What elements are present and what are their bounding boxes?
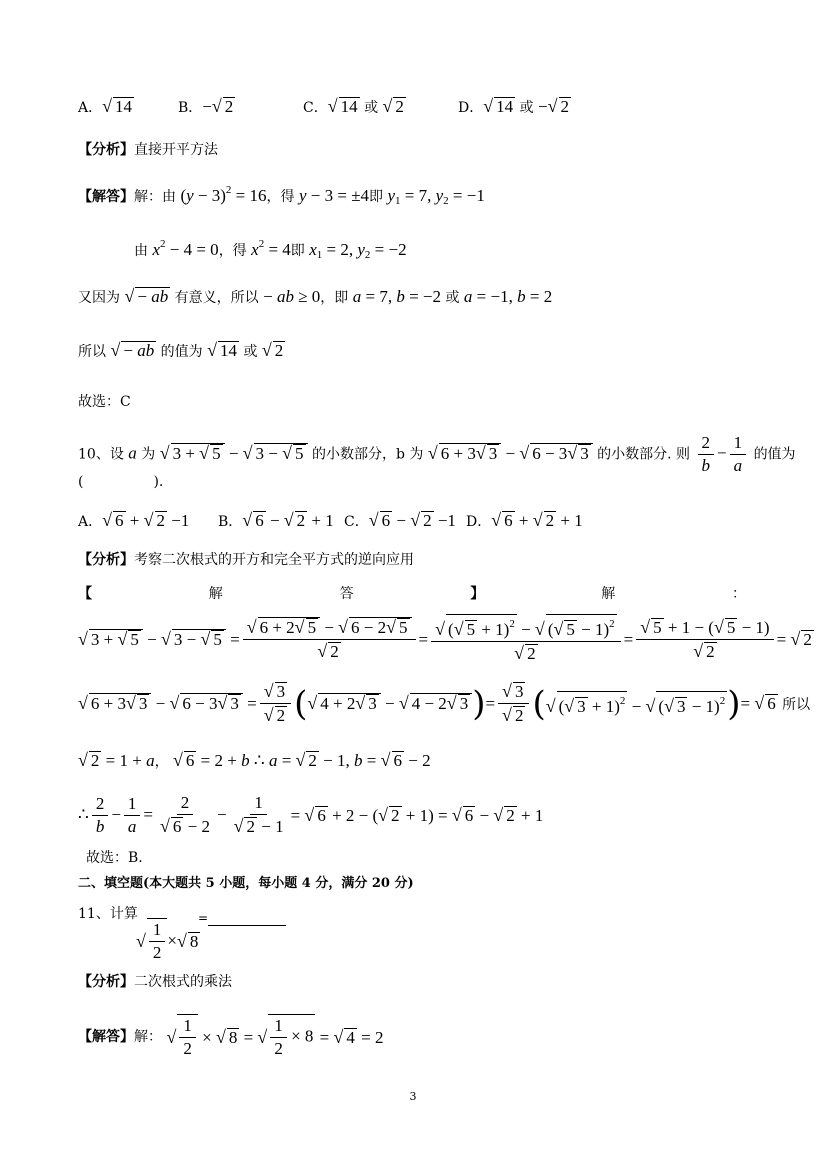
q10-option-b: B．√ 6 − √ 2 + 1	[218, 510, 334, 532]
q9-analysis: 【分析】直接开平方法	[78, 142, 218, 158]
q9-answer: 故选：C	[78, 394, 131, 410]
q9-solution-line-1: 【解答】解：由 $(y - 3)^2 = 16$，得 y − 3 = ±4即 $y_1 = 7$, $y_2 = -1$	[78, 184, 485, 207]
q11-blank	[208, 911, 286, 926]
q10-equation-3: √ 2 = 1 + a， √ 6 = 2 + b ∴ a = √ 2 − 1, b = √ 6 − 2	[78, 750, 431, 772]
q10-stem-paren: ( ).	[78, 474, 164, 490]
q10-option-c: C．√ 6 − √ 2 −1	[344, 510, 456, 532]
q9-solution-line-3: 又因为 √ − ab 有意义，所以 − ab ≥ 0，即 a = 7, b = −2 或 a = −1, b = 2	[78, 286, 552, 308]
q10-solution-header: 【 解 答 】 解 ：	[78, 586, 746, 602]
q10-stem: 10、设 a 为 √ 3 + √ 5 − √ 3 − √ 5 的小数部分，b 为 √ 6 + 3√ 3 − √ 6 − 3√ 3 的小数部分. 则 $\frac{2}{b}$ − $\frac{1}{a}$ 的值为	[78, 432, 796, 477]
q9-option-b: B．−√ 2	[178, 96, 235, 118]
q9-option-c: C．√ 14 或 √ 2	[303, 96, 406, 118]
q10-equation-2: √ 6 + 3√ 3 − √ 6 − 3√ 3 = √ 3 √ 2 ( √ 4 + 2√ 3 − √ 4 − 2√ 3 ) = √ 3 √ 2 ( √ (√ 3 + 1)$^2$ − √ (√ 3 − 1)$^2$ ) = √ 6 所以	[78, 680, 810, 727]
q10-analysis: 【分析】考察二次根式的开方和完全平方式的逆向应用	[78, 552, 414, 568]
page-number: 3	[409, 1090, 417, 1103]
q10-equation-1: √ 3 + √ 5 − √ 3 − √ 5 = √ 6 + 2√ 5 − √ 6 − 2√ 5 √ 2 = √ (√ 5 + 1)$^2$ − √ (√ 5 − 1)$^2$ √ 2 = √ 5 + 1 − (√ 5 − 1) √ 2 = √ 2	[78, 614, 814, 665]
q9-solution-line-2: 由 $x^2 - 4 = 0$，得 $x^2 = 4$即 $x_1 = 2$, $y_2 = -2$	[134, 238, 407, 261]
q9-solution-line-4: 所以 √ − ab 的值为 √ 14 或 √ 2	[78, 340, 285, 362]
q11-answer-line: =	[198, 908, 286, 928]
section-2-title: 二、填空题(本大题共 5 小题，每小题 4 分，满分 20 分)	[78, 876, 414, 891]
q10-option-d: D．√ 6 + √ 2 + 1	[466, 510, 583, 532]
q11-solution: 【解答】解： √ $\frac{1}{2}$ × √ 8 = √ $\frac{1}{2}$ × 8 = √ 4 = 2	[78, 1014, 383, 1060]
q10-answer: 故选：B.	[86, 850, 143, 866]
q11-expression: √ $\frac{1}{2}$ × √ 8	[136, 918, 200, 964]
q11-stem: 11、计算	[78, 906, 138, 922]
q10-option-a: A．√ 6 + √ 2 −1	[78, 510, 189, 532]
q9-option-d: D．√ 14 或 −√ 2	[458, 96, 571, 118]
q10-equation-4: ∴ $\frac{2}{b}$ − $\frac{1}{a}$ = 2 √ 6 − 2 − 1 √ 2 − 1 = √ 6 + 2 − (√ 2 + 1) = √ 6 − √ 2 + 1	[78, 792, 543, 838]
q11-analysis: 【分析】二次根式的乘法	[78, 974, 232, 990]
q9-option-a: A．√ 14	[78, 96, 134, 118]
